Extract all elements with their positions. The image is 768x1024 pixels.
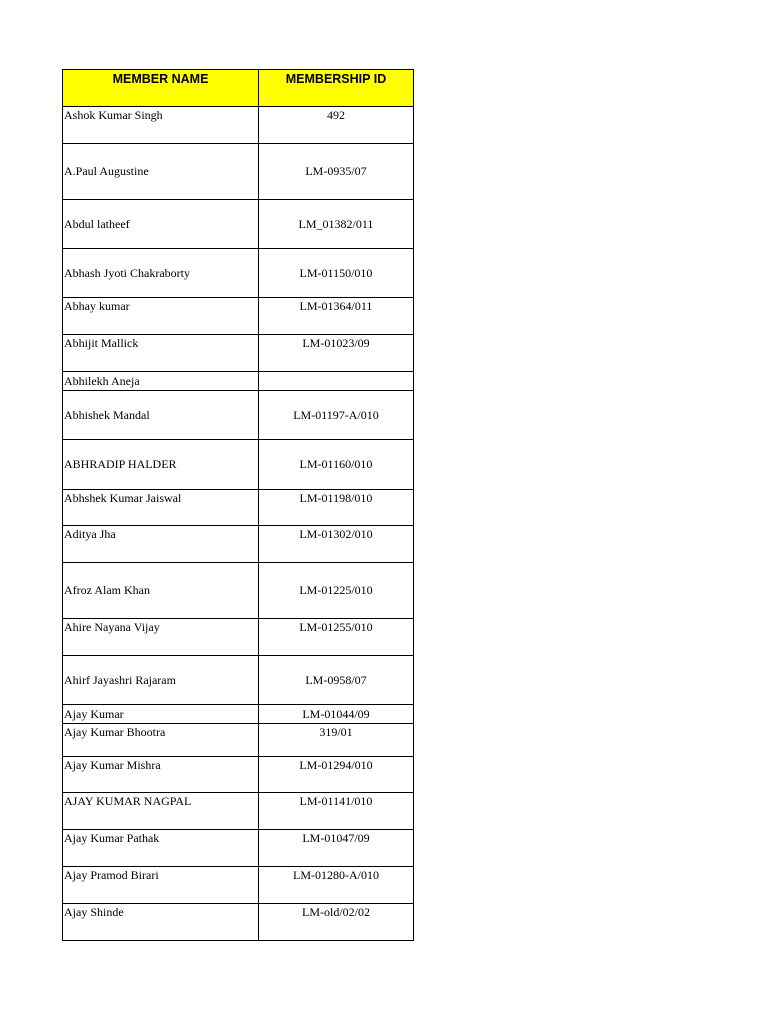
member-name-cell: Ajay Shinde [63, 904, 259, 941]
membership-id-cell: LM-01160/010 [259, 440, 414, 490]
member-table [62, 69, 414, 941]
member-name-cell: Ajay Kumar [63, 705, 259, 724]
member-name-cell: A.Paul Augustine [63, 144, 259, 200]
member-name-cell: ABHRADIP HALDER [63, 440, 259, 490]
member-name-cell: Ashok Kumar Singh [63, 107, 259, 144]
membership-id-cell: LM-01150/010 [259, 249, 414, 298]
membership-id-cell: 319/01 [259, 724, 414, 757]
member-name-cell: Abhash Jyoti Chakraborty [63, 249, 259, 298]
table-row [63, 391, 414, 440]
member-sheet [62, 69, 413, 941]
membership-id-cell: LM-old/02/02 [259, 904, 414, 941]
table-row [63, 830, 414, 867]
table-row [63, 526, 414, 563]
membership-id-cell: LM-01023/09 [259, 335, 414, 372]
member-name-cell: Ajay Pramod Birari [63, 867, 259, 904]
member-name-cell: Ajay Kumar Bhootra [63, 724, 259, 757]
table-row [63, 656, 414, 705]
membership-id-cell: 492 [259, 107, 414, 144]
member-name-cell: Abhay kumar [63, 298, 259, 335]
member-name-cell: Abhilekh Aneja [63, 372, 259, 391]
membership-id-cell: LM-01302/010 [259, 526, 414, 563]
membership-id-cell: LM-01255/010 [259, 619, 414, 656]
table-row [63, 619, 414, 656]
member-name-cell: Ahirf Jayashri Rajaram [63, 656, 259, 705]
table-row [63, 144, 414, 200]
membership-id-cell: LM-01141/010 [259, 793, 414, 830]
header-membership-id: MEMBERSHIP ID [259, 70, 414, 107]
membership-id-cell: LM-01197-A/010 [259, 391, 414, 440]
member-name-cell: Ahire Nayana Vijay [63, 619, 259, 656]
membership-id-cell: LM-0935/07 [259, 144, 414, 200]
membership-id-cell: LM-01294/010 [259, 757, 414, 793]
table-row [63, 335, 414, 372]
membership-id-cell: LM-01047/09 [259, 830, 414, 867]
member-name-cell: AJAY KUMAR NAGPAL [63, 793, 259, 830]
membership-id-cell: LM-01044/09 [259, 705, 414, 724]
table-row [63, 563, 414, 619]
membership-id-cell [259, 372, 414, 391]
table-row [63, 200, 414, 249]
membership-id-cell: LM-01198/010 [259, 490, 414, 526]
table-row [63, 298, 414, 335]
table-row [63, 904, 414, 941]
table-row [63, 490, 414, 526]
table-row [63, 724, 414, 757]
table-row [63, 867, 414, 904]
header-row [63, 70, 414, 107]
table-row [63, 249, 414, 298]
member-name-cell: Ajay Kumar Pathak [63, 830, 259, 867]
member-name-cell: Afroz Alam Khan [63, 563, 259, 619]
table-row [63, 705, 414, 724]
member-name-cell: Abdul latheef [63, 200, 259, 249]
membership-id-cell: LM_01382/011 [259, 200, 414, 249]
table-row [63, 372, 414, 391]
table-row [63, 440, 414, 490]
membership-id-cell: LM-01280-A/010 [259, 867, 414, 904]
member-name-cell: Abhishek Mandal [63, 391, 259, 440]
membership-id-cell: LM-01364/011 [259, 298, 414, 335]
member-name-cell: Abhshek Kumar Jaiswal [63, 490, 259, 526]
membership-id-cell: LM-01225/010 [259, 563, 414, 619]
header-member-name: MEMBER NAME [63, 70, 259, 107]
member-name-cell: Aditya Jha [63, 526, 259, 563]
member-name-cell: Abhijit Mallick [63, 335, 259, 372]
table-row [63, 793, 414, 830]
table-row [63, 107, 414, 144]
member-name-cell: Ajay Kumar Mishra [63, 757, 259, 793]
membership-id-cell: LM-0958/07 [259, 656, 414, 705]
table-row [63, 757, 414, 793]
